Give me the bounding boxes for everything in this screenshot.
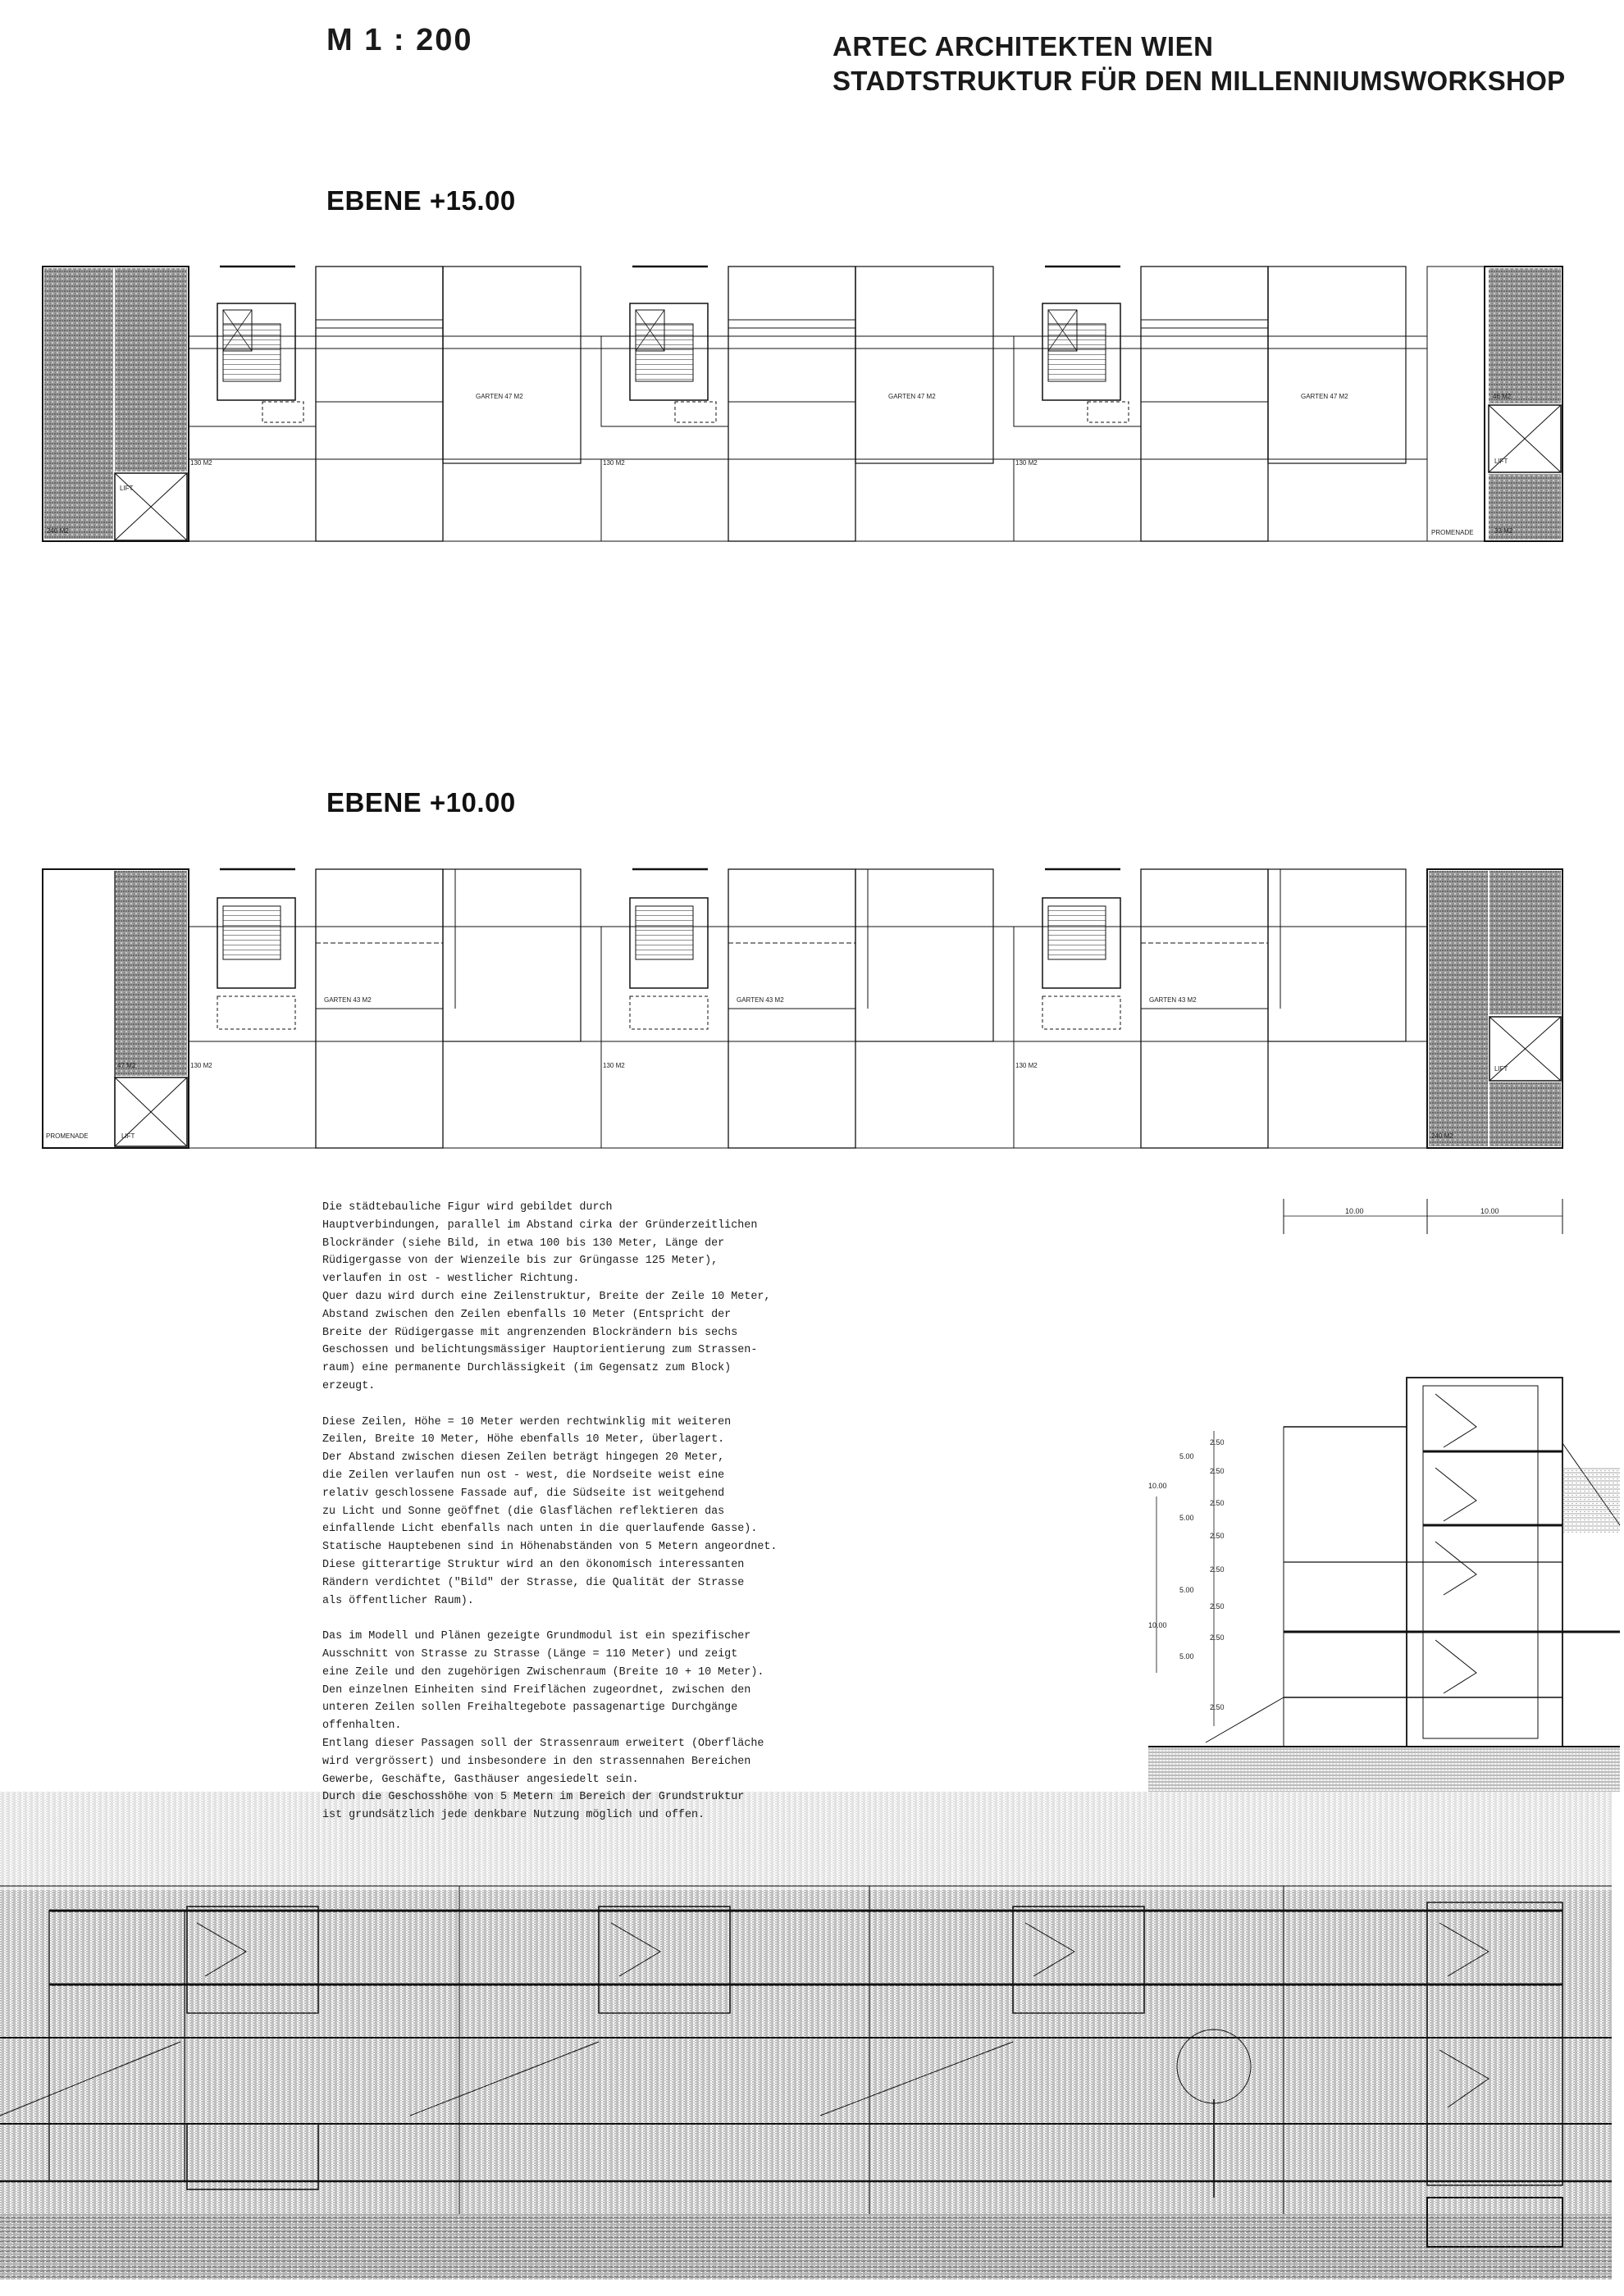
svg-text:2.50: 2.50 (1210, 1633, 1225, 1642)
svg-text:LIFT: LIFT (1494, 1065, 1508, 1073)
street-elevation (0, 1792, 1612, 2280)
svg-text:2.50: 2.50 (1210, 1565, 1225, 1574)
svg-text:130 M2: 130 M2 (603, 459, 625, 467)
svg-text:240 M2: 240 M2 (1431, 1132, 1453, 1140)
svg-text:PROMENADE: PROMENADE (46, 1132, 89, 1140)
svg-text:5.00: 5.00 (1179, 1452, 1194, 1460)
svg-text:10.00: 10.00 (1148, 1482, 1167, 1490)
svg-text:GARTEN 43 M2: GARTEN 43 M2 (324, 996, 372, 1004)
svg-text:130 M2: 130 M2 (190, 1062, 212, 1069)
svg-text:LIFT: LIFT (1494, 458, 1508, 465)
svg-text:GARTEN 47 M2: GARTEN 47 M2 (1301, 393, 1348, 400)
floor-plan-upper-labels (47, 393, 1513, 536)
svg-text:GARTEN 43 M2: GARTEN 43 M2 (1149, 996, 1197, 1004)
svg-text:5.00: 5.00 (1179, 1514, 1194, 1522)
svg-text:10.00: 10.00 (1148, 1621, 1167, 1629)
svg-text:2.50: 2.50 (1210, 1602, 1225, 1610)
drawing-scale: M 1 : 200 (326, 23, 473, 57)
svg-text:130 M2: 130 M2 (1015, 1062, 1038, 1069)
svg-text:GARTEN 43 M2: GARTEN 43 M2 (737, 996, 784, 1004)
project-title: STADTSTRUKTUR FÜR DEN MILLENNIUMSWORKSHOP (833, 66, 1566, 96)
svg-text:240 M2: 240 M2 (47, 527, 69, 535)
svg-text:GARTEN 47 M2: GARTEN 47 M2 (476, 393, 523, 400)
svg-text:GARTEN 47 M2: GARTEN 47 M2 (888, 393, 936, 400)
svg-text:33 M2: 33 M2 (1494, 527, 1513, 535)
svg-text:10.00: 10.00 (1480, 1207, 1499, 1215)
svg-text:130 M2: 130 M2 (1015, 459, 1038, 467)
description-text (322, 1199, 814, 1843)
description-paragraph: Das im Modell und Plänen gezeigte Grundmodul ist ein spezifischer Ausschnitt von Strasse zu Strasse (Länge = 110 Meter) und zeigt eine Zeile und den zugehörigen Zwischenraum (Breite 10 + 10 Meter). Den einzelnen Einheiten sind Freiflächen zugeordnet, zwischen den unteren Zeilen sollen Freihaltegebote passagenartige Durchgänge offenhalten. Entlang dieser Passagen soll der Strassenraum erweitert (Oberfläche wird vergrössert) und insbesondere in den strassennahen Bereichen Gewerbe, Geschäfte, Gasthäuser angesiedelt sein. Durch die Geschosshöhe von 5 Metern im Bereich der Grundstruktur ist grundsätzlich jede denkbare Nutzung möglich und offen. (322, 1630, 764, 1822)
svg-text:47 M2: 47 M2 (117, 1062, 136, 1069)
description-paragraph: Diese Zeilen, Höhe = 10 Meter werden rechtwinklig mit weiteren Zeilen, Breite 10 Meter, Höhe ebenfalls 10 Meter, überlagert. Der Abstand zwischen diesen Zeilen beträgt hingegen 20 Meter, die Zeilen verlaufen nun ost - west, die Nordseite weist eine relativ geschlossene Fassade auf, die Südseite ist weitgehend zu Licht und Sonne geöffnet (die Glasflächen reflektieren das einfallende Licht ebenfalls nach unten in die querlaufende Gasse). Statische Hauptebenen sind in Höhenabständen von 5 Metern angeordnet. Diese gitterartige Struktur wird an den ökonomisch interessanten Rändern verdichtet ("Bild" der Strasse, die Qualität der Strasse als öffentlicher Raum). (322, 1415, 778, 1607)
svg-text:130 M2: 130 M2 (190, 459, 212, 467)
svg-text:2.50: 2.50 (1210, 1532, 1225, 1540)
svg-text:5.00: 5.00 (1179, 1586, 1194, 1594)
description-paragraph: Die städtebauliche Figur wird gebildet durch Hauptverbindungen, parallel im Abstand cirka der Gründerzeitlichen Blockränder (siehe Bild, in etwa 100 bis 130 Meter, Länge der Rüdigergasse von der Wienzeile bis zur Grüngasse 125 Meter), verlaufen in ost - westlicher Richtung. Quer dazu wird durch eine Zeilenstruktur, Breite der Zeile 10 Meter, Abstand zwischen den Zeilen ebenfalls 10 Meter (Entspricht der Breite der Rüdigergasse mit angrenzenden Blockrändern bis sechs Geschossen und belichtungsmässiger Hauptorientierung zum Strassen- raum) eine permanente Durchlässigkeit (im Gegensatz zum Block) erzeugt. (322, 1201, 771, 1392)
svg-text:10.00: 10.00 (1345, 1207, 1364, 1215)
svg-text:LIFT: LIFT (121, 1132, 135, 1140)
svg-text:5.00: 5.00 (1179, 1652, 1194, 1660)
svg-text:2.50: 2.50 (1210, 1499, 1225, 1507)
floor-plan-lower (43, 869, 1562, 1148)
floor-plan-upper (43, 266, 1562, 541)
svg-text:2.50: 2.50 (1210, 1703, 1225, 1711)
level-title-upper: EBENE +15.00 (326, 185, 516, 216)
svg-text:LIFT: LIFT (120, 485, 134, 492)
section-dimensions (1148, 1207, 1499, 1711)
svg-text:2.50: 2.50 (1210, 1467, 1225, 1475)
svg-text:130 M2: 130 M2 (603, 1062, 625, 1069)
floor-plan-lower-labels (46, 996, 1508, 1140)
svg-text:2.50: 2.50 (1210, 1438, 1225, 1446)
svg-text:PROMENADE: PROMENADE (1431, 529, 1474, 536)
architect-name: ARTEC ARCHITEKTEN WIEN (833, 31, 1214, 61)
svg-text:46 M2: 46 M2 (1493, 393, 1512, 400)
level-title-lower: EBENE +10.00 (326, 787, 516, 818)
